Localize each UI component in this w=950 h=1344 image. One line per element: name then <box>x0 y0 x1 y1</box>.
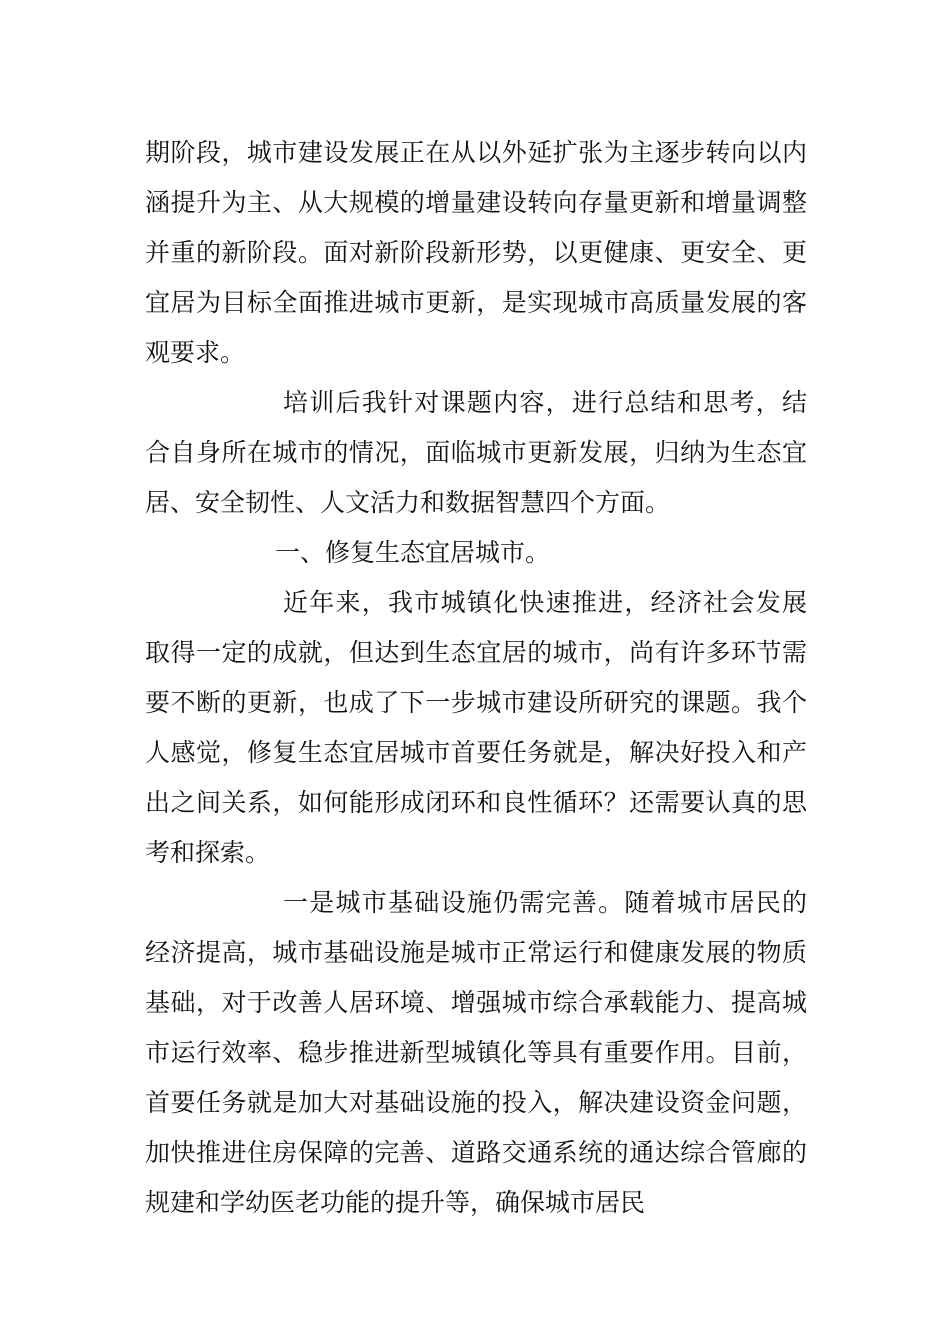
paragraph-infrastructure: 一是城市基础设施仍需完善。随着城市居民的经济提高，城市基础设施是城市正常运行和健康发展的物质基础，对于改善人居环境、增强城市综合承载能力、提高城市运行效率、稳步推进新型城镇化等具有重要作用。目前，首要任务就是加大对基础设施的投入，解决建设资金问题，加快推进住房保障的完善、道路交通系统的通达综合管廊的规建和学幼医老功能的提升等，确保城市居民 <box>145 888 807 1217</box>
paragraph-training-summary: 培训后我针对课题内容，进行总结和思考，结合自身所在城市的情况，面临城市更新发展，归纳为生态宜居、安全韧性、人文活力和数据智慧四个方面。 <box>145 388 807 517</box>
section-heading: 一、修复生态宜居城市。 <box>275 538 551 567</box>
paragraph-continuation: 期阶段，城市建设发展正在从以外延扩张为主逐步转向以内涵提升为主、从大规模的增量建设转向存量更新和增量调整并重的新阶段。面对新阶段新形势，以更健康、更安全、更宜居为目标全面推进城市更新，是实现城市高质量发展的客观要求。 <box>145 138 807 367</box>
paragraph-ecology: 近年来，我市城镇化快速推进，经济社会发展取得一定的成就，但达到生态宜居的城市，尚有许多环节需要不断的更新，也成了下一步城市建设所研究的课题。我个人感觉，修复生态宜居城市首要任务就是，解决好投入和产出之间关系，如何能形成闭环和良性循环？还需要认真的思考和探索。 <box>145 588 807 867</box>
document-page <box>145 128 807 1228</box>
